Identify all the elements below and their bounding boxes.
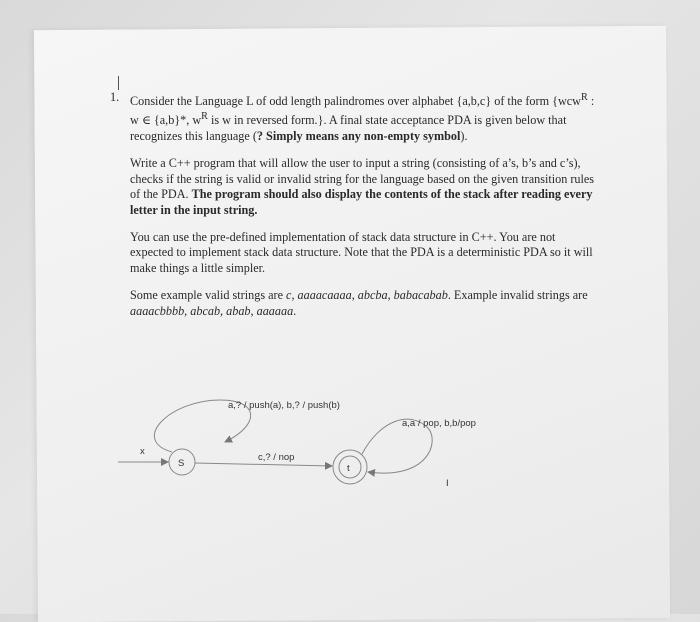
transition-label: c,? / nop [258,452,295,463]
p1-text-1: Consider the Language L of odd length palindromes over alphabet {a,b,c} of the form {wcw [130,94,581,109]
p1-superscript-2: R [201,111,208,123]
state-t-label: t [347,463,350,474]
loop-s-label: a,? / push(a), b,? / push(b) [228,400,340,411]
paragraph-examples [130,288,600,319]
loop-t-label: a,a / pop, b,b/pop [402,418,476,429]
p4-text-1: Some example valid strings are [130,288,287,303]
pda-diagram [110,380,540,510]
question-block [110,90,600,331]
stray-cursor-mark: I [446,478,449,489]
paragraph-task [130,156,600,218]
transition-s-to-t [195,463,332,466]
question-number: 1. [110,90,120,104]
state-t-outer-circle [333,450,367,484]
valid-examples: c, aaaacaaaa, abcba, babacabab [286,288,448,303]
paragraph-language-definition [130,90,600,144]
p2-text-1: Write a C++ program that will allow the user to input a string (consisting of a’s, b’s and c’s), checks if the string is valid or invalid string for the language based on the given transition rules of the PDA. [130,156,595,202]
start-marker-label: x [140,446,145,457]
p1-superscript-1: R [580,92,588,103]
text-cursor-mark [118,76,119,90]
p1-bold-note: ? Simply means any non-empty symbol [256,128,461,143]
p3-text-1: You can use the pre-defined implementation of stack data structure in C++. You are not expected to implement stack data structure. Note that the PDA is a deterministic PDA so it will make things a little simpler. [130,229,593,275]
state-t-inner-circle [339,456,361,478]
state-s-label: S [178,458,185,469]
p1-text-4: ). [460,128,468,143]
p1-text-3: is w in reversed form.}. A final state acceptance PDA is given below that recognizes this language ( [130,113,567,143]
paragraph-stack-note [130,230,600,276]
p1-text-2: : w ∈ {a,b}*, w [130,94,595,128]
p4-text-2: . Example invalid strings are [447,288,588,303]
invalid-examples: aaaacbbbb, abcab, abab, aaaaaa [130,303,294,318]
p4-text-3: . [293,303,297,318]
p2-bold-requirement: The program should also display the contents of the stack after reading every letter in the input string. [130,187,593,217]
